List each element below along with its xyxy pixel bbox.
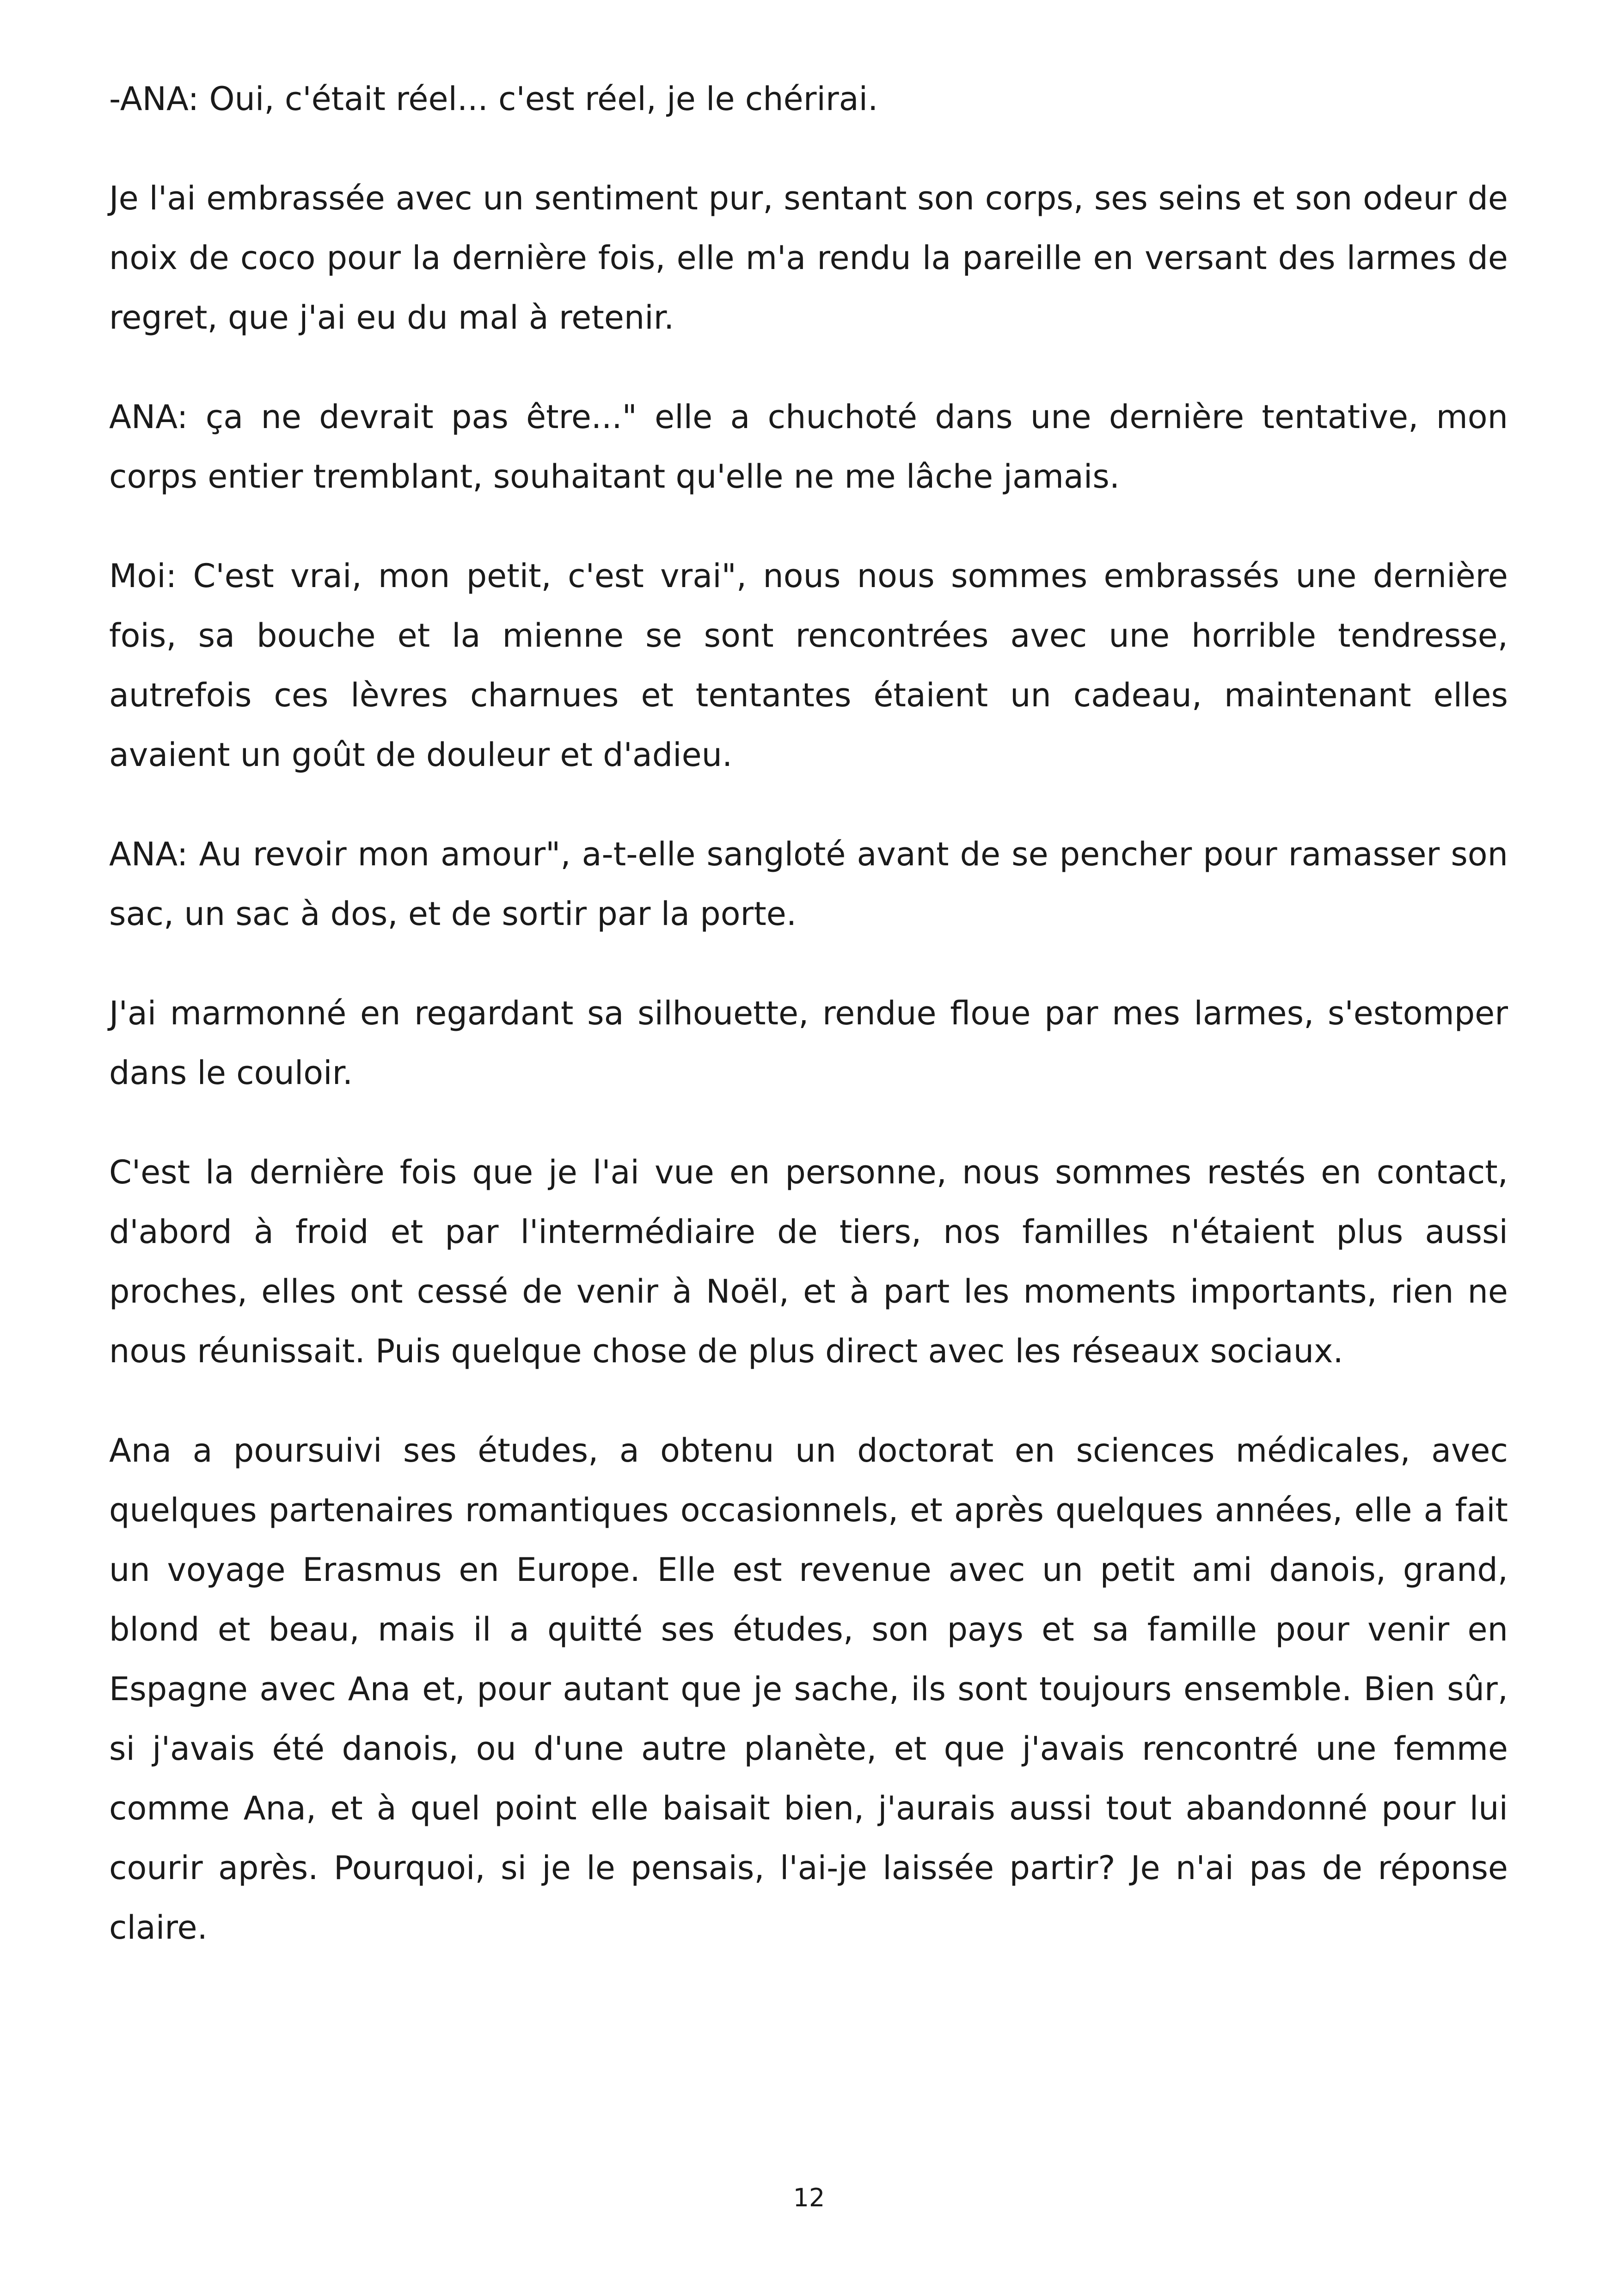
paragraph-6: J'ai marmonné en regardant sa silhouette, rendue floue par mes larmes, s'estomper dans le couloir. bbox=[109, 994, 1508, 1092]
paragraph-1: -ANA: Oui, c'était réel... c'est réel, je le chérirai. bbox=[109, 80, 878, 118]
paragraph-4: Moi: C'est vrai, mon petit, c'est vrai", nous nous sommes embrassés une dernière fois, sa bouche et la mienne se sont rencontrées avec une horrible tendresse, autrefois ces lèvres charnues et tentantes étaient un cadeau, maintenant elles avaient un goût de douleur et d'adieu. bbox=[109, 557, 1508, 774]
body-text bbox=[109, 69, 1508, 1997]
paragraph-7: C'est la dernière fois que je l'ai vue en personne, nous sommes restés en contact, d'abord à froid et par l'intermédiaire de tiers, nos familles n'étaient plus aussi proches, elles ont cessé de venir à Noël, et à part les moments importants, rien ne nous réunissait. Puis quelque chose de plus direct avec les réseaux sociaux. bbox=[109, 1153, 1508, 1370]
paragraph-8: Ana a poursuivi ses études, a obtenu un doctorat en sciences médicales, avec quelques partenaires romantiques occasionnels, et après quelques années, elle a fait un voyage Erasmus en Europe. Elle est revenue avec un petit ami danois, grand, blond et beau, mais il a quitté ses études, son pays et sa famille pour venir en Espagne avec Ana et, pour autant que je sache, ils sont toujours ensemble. Bien sûr, si j'avais été danois, ou d'une autre planète, et que j'avais rencontré une femme comme Ana, et à quel point elle baisait bien, j'aurais aussi tout abandonné pour lui courir après. Pourquoi, si je le pensais, l'ai-je laissée partir? Je n'ai pas de réponse claire. bbox=[109, 1432, 1508, 1947]
page-number: 12 bbox=[793, 2183, 825, 2212]
paragraph-2: Je l'ai embrassée avec un sentiment pur, sentant son corps, ses seins et son odeur de noix de coco pour la dernière fois, elle m'a rendu la pareille en versant des larmes de regret, que j'ai eu du mal à retenir. bbox=[109, 179, 1508, 337]
paragraph-3: ANA: ça ne devrait pas être..." elle a chuchoté dans une dernière tentative, mon corps entier tremblant, souhaitant qu'elle ne me lâche jamais. bbox=[109, 398, 1508, 496]
paragraph-5: ANA: Au revoir mon amour", a-t-elle sangloté avant de se pencher pour ramasser son sac, un sac à dos, et de sortir par la porte. bbox=[109, 835, 1508, 933]
